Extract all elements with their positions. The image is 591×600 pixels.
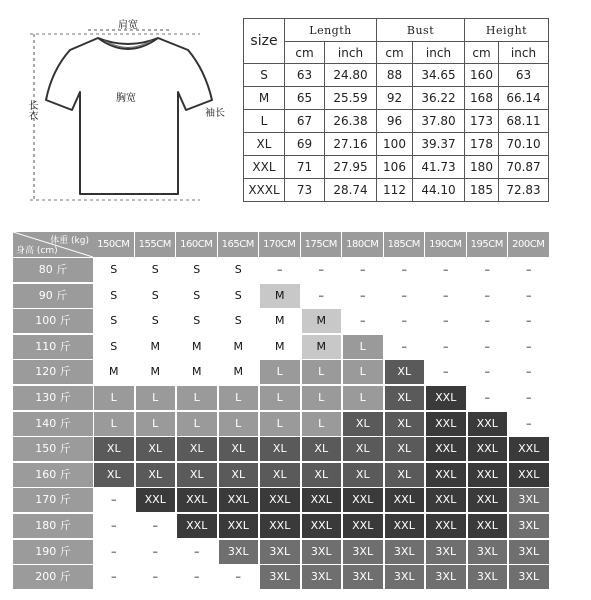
size-recommendation-cell: L — [94, 412, 134, 436]
size-recommendation-cell: XL — [385, 386, 425, 410]
size-recommendation-cell: XXL — [136, 488, 176, 512]
measurement-cell: 71 — [285, 156, 325, 179]
size-recommendation-cell: – — [468, 360, 508, 384]
size-recommendation-cell: 3XL — [385, 540, 425, 564]
size-recommendation-cell: 3XL — [343, 540, 383, 564]
size-recommendation-cell: L — [302, 386, 342, 410]
body-length-label: 长衣 — [26, 100, 37, 120]
measurement-cell: 68.11 — [499, 110, 549, 133]
size-recommendation-cell: XXL — [302, 488, 342, 512]
size-recommendation-cell: L — [260, 360, 300, 384]
size-recommendation-cell: 3XL — [509, 540, 549, 564]
unit-cell: cm — [285, 42, 325, 64]
weight-row-label: 100 斤 — [13, 309, 93, 333]
size-recommendation-cell: XL — [343, 412, 383, 436]
size-row — [244, 156, 549, 179]
size-recommendation-cell: XXL — [426, 386, 466, 410]
weight-axis-label: 体重 (kg) — [50, 236, 89, 246]
measurement-cell: 160 — [465, 64, 499, 87]
size-recommendation-cell: XL — [385, 463, 425, 487]
height-column-header: 175CM — [301, 232, 342, 257]
size-recommendation-cell: – — [94, 540, 134, 564]
size-recommendation-cell: M — [94, 360, 134, 384]
size-recommendation-cell: 3XL — [509, 514, 549, 538]
size-recommendation-cell: – — [136, 514, 176, 538]
size-recommendation-cell: XXL — [426, 514, 466, 538]
size-recommendation-cell: L — [177, 412, 217, 436]
size-recommendation-cell: L — [94, 386, 134, 410]
size-recommendation-cell: – — [509, 284, 549, 308]
size-recommendation-cell: XL — [385, 360, 425, 384]
size-recommendation-cell: 3XL — [426, 540, 466, 564]
size-recommendation-cell: XXL — [509, 437, 549, 461]
size-recommendation-cell: 3XL — [260, 565, 300, 589]
size-recommendation-cell: XL — [343, 463, 383, 487]
size-recommendation-cell: – — [426, 360, 466, 384]
measurement-cell: 39.37 — [413, 133, 465, 156]
size-recommendation-cell: XXL — [468, 514, 508, 538]
size-recommendation-cell: L — [343, 360, 383, 384]
measurement-cell: 168 — [465, 87, 499, 110]
measurement-cell: 67 — [285, 110, 325, 133]
size-recommendation-cell: M — [219, 360, 259, 384]
size-recommendation-cell: XL — [302, 437, 342, 461]
size-recommendation-cell: XL — [94, 437, 134, 461]
size-recommendation-cell: M — [260, 284, 300, 308]
size-recommendation-cell: – — [509, 335, 549, 359]
measurement-cell: 36.22 — [413, 87, 465, 110]
size-recommendation-cell: – — [385, 284, 425, 308]
measurement-cell: 24.80 — [325, 64, 377, 87]
size-recommendation-cell: 3XL — [509, 565, 549, 589]
size-recommendation-cell: XL — [177, 463, 217, 487]
unit-cell: cm — [465, 42, 499, 64]
size-recommendation-cell: – — [177, 565, 217, 589]
size-recommendation-cell: 3XL — [302, 565, 342, 589]
size-recommendation-cell: – — [94, 488, 134, 512]
size-label: M — [244, 87, 285, 110]
size-recommendation-cell: – — [343, 309, 383, 333]
chart-corner — [13, 232, 93, 257]
size-row — [244, 133, 549, 156]
size-recommendation-cell: S — [136, 258, 176, 282]
size-recommendation-cell: L — [302, 360, 342, 384]
size-recommendation-cell: – — [94, 565, 134, 589]
size-row — [244, 110, 549, 133]
size-recommendation-cell: XL — [302, 463, 342, 487]
size-recommendation-cell: – — [509, 258, 549, 282]
measurement-cell: 27.16 — [325, 133, 377, 156]
size-recommendation-cell: – — [219, 565, 259, 589]
measurement-cell: 73 — [285, 179, 325, 202]
weight-row-label: 160 斤 — [13, 463, 93, 487]
size-recommendation-cell: XXL — [219, 514, 259, 538]
measurement-cell: 63 — [285, 64, 325, 87]
size-recommendation-cell: – — [385, 335, 425, 359]
size-recommendation-cell: 3XL — [260, 540, 300, 564]
height-column-header: 165CM — [218, 232, 259, 257]
measurement-cell: 27.95 — [325, 156, 377, 179]
measurement-cell: 173 — [465, 110, 499, 133]
size-recommendation-cell: M — [219, 335, 259, 359]
size-recommendation-cell: S — [94, 309, 134, 333]
size-recommendation-chart — [13, 232, 557, 591]
measurement-cell: 63 — [499, 64, 549, 87]
size-recommendation-cell: XXL — [177, 514, 217, 538]
size-recommendation-cell: 3XL — [385, 565, 425, 589]
size-recommendation-cell: 3XL — [219, 540, 259, 564]
height-header: Height — [465, 19, 549, 42]
size-recommendation-cell: XXL — [426, 412, 466, 436]
measurement-cell: 92 — [377, 87, 413, 110]
height-column-header: 180CM — [342, 232, 383, 257]
size-recommendation-cell: S — [94, 335, 134, 359]
height-column-header: 185CM — [384, 232, 425, 257]
measurement-cell: 100 — [377, 133, 413, 156]
size-recommendation-cell: 3XL — [468, 540, 508, 564]
size-label: XXXL — [244, 179, 285, 202]
size-recommendation-cell: M — [302, 335, 342, 359]
size-recommendation-cell: L — [302, 412, 342, 436]
size-recommendation-cell: L — [260, 386, 300, 410]
chest-width-label: 胸宽 — [116, 93, 136, 104]
measurement-cell: 65 — [285, 87, 325, 110]
size-recommendation-cell: 3XL — [426, 565, 466, 589]
size-recommendation-cell: XXL — [468, 437, 508, 461]
size-recommendation-cell: XXL — [260, 514, 300, 538]
weight-row-label: 200 斤 — [13, 565, 93, 589]
size-recommendation-cell: – — [468, 258, 508, 282]
size-recommendation-cell: S — [136, 309, 176, 333]
weight-row-label: 110 斤 — [13, 335, 93, 359]
size-recommendation-cell: – — [177, 540, 217, 564]
measurement-cell: 88 — [377, 64, 413, 87]
size-recommendation-cell: S — [136, 284, 176, 308]
size-recommendation-cell: XXL — [468, 463, 508, 487]
size-recommendation-cell: XL — [385, 437, 425, 461]
size-row — [244, 64, 549, 87]
size-recommendation-cell: – — [343, 258, 383, 282]
size-recommendation-cell: – — [94, 514, 134, 538]
size-measurement-table — [243, 18, 549, 202]
measurement-cell: 34.65 — [413, 64, 465, 87]
height-column-header: 200CM — [508, 232, 549, 257]
size-recommendation-cell: XXL — [468, 412, 508, 436]
size-header: size — [244, 19, 285, 64]
size-recommendation-cell: – — [468, 284, 508, 308]
unit-cell: inch — [325, 42, 377, 64]
height-column-header: 150CM — [93, 232, 134, 257]
size-recommendation-cell: S — [219, 258, 259, 282]
weight-row-label: 120 斤 — [13, 360, 93, 384]
size-recommendation-cell: L — [219, 386, 259, 410]
size-recommendation-cell: XXL — [426, 463, 466, 487]
height-column-header: 190CM — [425, 232, 466, 257]
size-recommendation-cell: S — [177, 258, 217, 282]
size-recommendation-cell: XL — [219, 437, 259, 461]
weight-row-label: 170 斤 — [13, 488, 93, 512]
measurement-cell: 70.87 — [499, 156, 549, 179]
size-recommendation-cell: S — [177, 284, 217, 308]
weight-row-label: 190 斤 — [13, 540, 93, 564]
measurement-cell: 70.10 — [499, 133, 549, 156]
size-recommendation-cell: M — [177, 360, 217, 384]
measurement-cell: 37.80 — [413, 110, 465, 133]
size-recommendation-cell: XXL — [385, 488, 425, 512]
size-recommendation-cell: – — [509, 360, 549, 384]
size-recommendation-cell: XL — [385, 412, 425, 436]
weight-row-label: 150 斤 — [13, 437, 93, 461]
size-label: L — [244, 110, 285, 133]
size-label: S — [244, 64, 285, 87]
size-recommendation-cell: 3XL — [343, 565, 383, 589]
size-recommendation-cell: XL — [343, 437, 383, 461]
size-recommendation-cell: 3XL — [302, 540, 342, 564]
measurement-cell: 72.83 — [499, 179, 549, 202]
size-recommendation-cell: S — [94, 258, 134, 282]
size-recommendation-cell: – — [509, 386, 549, 410]
measurement-cell: 66.14 — [499, 87, 549, 110]
measurement-cell: 44.10 — [413, 179, 465, 202]
measurement-cell: 112 — [377, 179, 413, 202]
weight-row-label: 180 斤 — [13, 514, 93, 538]
size-recommendation-cell: M — [302, 309, 342, 333]
unit-cell: inch — [499, 42, 549, 64]
size-recommendation-cell: L — [260, 412, 300, 436]
shoulder-width-label: 肩宽 — [118, 20, 138, 31]
sleeve-length-label: 袖长 — [205, 108, 225, 119]
shirt-illustration — [0, 0, 240, 215]
size-recommendation-cell: S — [219, 284, 259, 308]
size-recommendation-cell: L — [177, 386, 217, 410]
size-recommendation-cell: XL — [260, 463, 300, 487]
size-recommendation-cell: XXL — [177, 488, 217, 512]
size-recommendation-cell: M — [136, 360, 176, 384]
measurement-cell: 26.38 — [325, 110, 377, 133]
size-recommendation-cell: XXL — [302, 514, 342, 538]
weight-row-label: 90 斤 — [13, 284, 93, 308]
measurement-cell: 106 — [377, 156, 413, 179]
measurement-cell: 41.73 — [413, 156, 465, 179]
size-row — [244, 87, 549, 110]
weight-row-label: 80 斤 — [13, 258, 93, 282]
size-recommendation-cell: L — [136, 412, 176, 436]
height-column-header: 170CM — [259, 232, 300, 257]
size-recommendation-cell: XL — [136, 437, 176, 461]
size-recommendation-cell: XL — [136, 463, 176, 487]
size-recommendation-cell: – — [468, 335, 508, 359]
size-recommendation-cell: – — [426, 258, 466, 282]
size-recommendation-cell: S — [94, 284, 134, 308]
size-recommendation-cell: M — [136, 335, 176, 359]
size-recommendation-cell: L — [343, 335, 383, 359]
size-recommendation-cell: – — [302, 284, 342, 308]
size-recommendation-cell: XL — [177, 437, 217, 461]
size-recommendation-cell: – — [509, 309, 549, 333]
size-label: XL — [244, 133, 285, 156]
size-recommendation-cell: XL — [94, 463, 134, 487]
size-recommendation-cell: S — [177, 309, 217, 333]
size-recommendation-cell: XXL — [385, 514, 425, 538]
measurement-cell: 25.59 — [325, 87, 377, 110]
length-header: Length — [285, 19, 377, 42]
size-recommendation-cell: – — [426, 335, 466, 359]
measurement-cell: 69 — [285, 133, 325, 156]
size-recommendation-cell: L — [136, 386, 176, 410]
size-recommendation-cell: XXL — [426, 437, 466, 461]
height-column-header: 160CM — [176, 232, 217, 257]
size-recommendation-cell: 3XL — [468, 565, 508, 589]
size-recommendation-cell: – — [260, 258, 300, 282]
size-recommendation-cell: – — [385, 258, 425, 282]
size-recommendation-cell: L — [343, 386, 383, 410]
size-recommendation-cell: XXL — [468, 488, 508, 512]
size-recommendation-cell: M — [260, 309, 300, 333]
unit-cell: inch — [413, 42, 465, 64]
size-recommendation-cell: XXL — [343, 488, 383, 512]
size-recommendation-cell: XXL — [426, 488, 466, 512]
size-label: XXL — [244, 156, 285, 179]
size-recommendation-cell: S — [219, 309, 259, 333]
size-recommendation-cell: M — [177, 335, 217, 359]
size-recommendation-cell: XXL — [260, 488, 300, 512]
size-recommendation-cell: – — [426, 284, 466, 308]
size-recommendation-cell: – — [136, 540, 176, 564]
size-recommendation-cell: XXL — [219, 488, 259, 512]
weight-row-label: 130 斤 — [13, 386, 93, 410]
measurement-cell: 180 — [465, 156, 499, 179]
measurement-cell: 178 — [465, 133, 499, 156]
size-recommendation-cell: – — [468, 386, 508, 410]
weight-row-label: 140 斤 — [13, 412, 93, 436]
size-recommendation-cell: – — [343, 284, 383, 308]
size-recommendation-cell: XL — [219, 463, 259, 487]
size-recommendation-cell: – — [468, 309, 508, 333]
unit-cell: cm — [377, 42, 413, 64]
size-recommendation-cell: XXL — [509, 463, 549, 487]
size-recommendation-cell: – — [302, 258, 342, 282]
height-axis-label: 身高 (cm) — [16, 246, 58, 256]
size-recommendation-cell: M — [260, 335, 300, 359]
measurement-cell: 185 — [465, 179, 499, 202]
size-recommendation-cell: – — [385, 309, 425, 333]
size-recommendation-cell: – — [136, 565, 176, 589]
size-recommendation-cell: L — [219, 412, 259, 436]
size-row — [244, 179, 549, 202]
size-recommendation-cell: – — [426, 309, 466, 333]
height-column-header: 155CM — [135, 232, 176, 257]
size-recommendation-cell: 3XL — [509, 488, 549, 512]
height-column-header: 195CM — [467, 232, 508, 257]
size-recommendation-cell: – — [509, 412, 549, 436]
bust-header: Bust — [377, 19, 465, 42]
measurement-cell: 96 — [377, 110, 413, 133]
size-recommendation-cell: XXL — [343, 514, 383, 538]
size-recommendation-cell: XL — [260, 437, 300, 461]
measurement-cell: 28.74 — [325, 179, 377, 202]
